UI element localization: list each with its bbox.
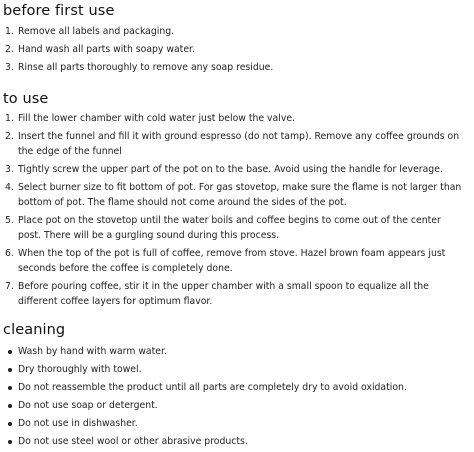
- list-number: 2.: [5, 131, 14, 142]
- list-number: 2.: [5, 44, 14, 55]
- list-item-text: Hand wash all parts with soapy water.: [18, 44, 195, 55]
- to-use-list: [0, 111, 474, 309]
- list-item: [0, 42, 474, 57]
- list-item: [0, 434, 474, 449]
- list-item: [0, 380, 474, 395]
- list-item-text: Insert the funnel and fill it with ground espresso (do not tamp). Remove any coffee grounds on the edge of the funnel: [18, 131, 460, 157]
- list-item-text: Fill the lower chamber with cold water just below the valve.: [18, 113, 296, 124]
- section-heading-before-first-use: before first use: [3, 3, 115, 19]
- list-item: [0, 111, 474, 126]
- list-item: [0, 416, 474, 431]
- list-number: 1.: [5, 113, 14, 124]
- bullet-icon: [8, 368, 12, 372]
- list-item-text: Dry thoroughly with towel.: [18, 364, 142, 375]
- list-number: 6.: [5, 248, 14, 259]
- bullet-icon: [8, 440, 12, 444]
- cleaning-list: [0, 344, 474, 449]
- list-item-text: Remove all labels and packaging.: [18, 26, 175, 37]
- list-number: 5.: [5, 215, 14, 226]
- bullet-icon: [8, 422, 12, 426]
- list-item: [0, 398, 474, 413]
- list-item-text: Do not use soap or detergent.: [18, 400, 158, 411]
- list-item: [0, 24, 474, 39]
- list-item-text: Do not use steel wool or other abrasive products.: [18, 436, 248, 447]
- section-heading-cleaning: cleaning: [3, 322, 66, 338]
- bullet-icon: [8, 350, 12, 354]
- list-item: [0, 180, 474, 210]
- list-item-text: Wash by hand with warm water.: [18, 346, 167, 357]
- list-item-text: Do not reassemble the product until all parts are completely dry to avoid oxidation.: [18, 382, 407, 393]
- list-item-text: Rinse all parts thoroughly to remove any soap residue.: [18, 62, 274, 73]
- list-item: [0, 60, 474, 75]
- section-heading-to-use: to use: [3, 91, 49, 107]
- list-item: [0, 129, 474, 159]
- bullet-icon: [8, 386, 12, 390]
- list-number: 3.: [5, 62, 14, 73]
- bullet-icon: [8, 404, 12, 408]
- list-item: [0, 344, 474, 359]
- before-first-use-list: [0, 24, 474, 75]
- list-item: [0, 213, 474, 243]
- list-item: [0, 279, 474, 309]
- list-item-text: When the top of the pot is full of coffee, remove from stove. Hazel brown foam appears just seconds before the coffee is completely done.: [18, 248, 446, 274]
- list-item-text: Do not use in dishwasher.: [18, 418, 138, 429]
- list-item: [0, 246, 474, 276]
- list-item-text: Select burner size to fit bottom of pot. For gas stovetop, make sure the flame is not larger than bottom of pot. The flame should not come around the sides of the pot.: [18, 182, 462, 208]
- list-number: 4.: [5, 182, 14, 193]
- list-item-text: Place pot on the stovetop until the water boils and coffee begins to come out of the center post. There will be a gurgling sound during this process.: [18, 215, 441, 241]
- list-number: 3.: [5, 164, 14, 175]
- list-item: [0, 162, 474, 177]
- list-item-text: Tightly screw the upper part of the pot on to the base. Avoid using the handle for leverage.: [18, 164, 443, 175]
- list-number: 7.: [5, 281, 14, 292]
- list-item-text: Before pouring coffee, stir it in the upper chamber with a small spoon to equalize all the different coffee layers for optimum flavor.: [18, 281, 429, 307]
- list-number: 1.: [5, 26, 14, 37]
- list-item: [0, 362, 474, 377]
